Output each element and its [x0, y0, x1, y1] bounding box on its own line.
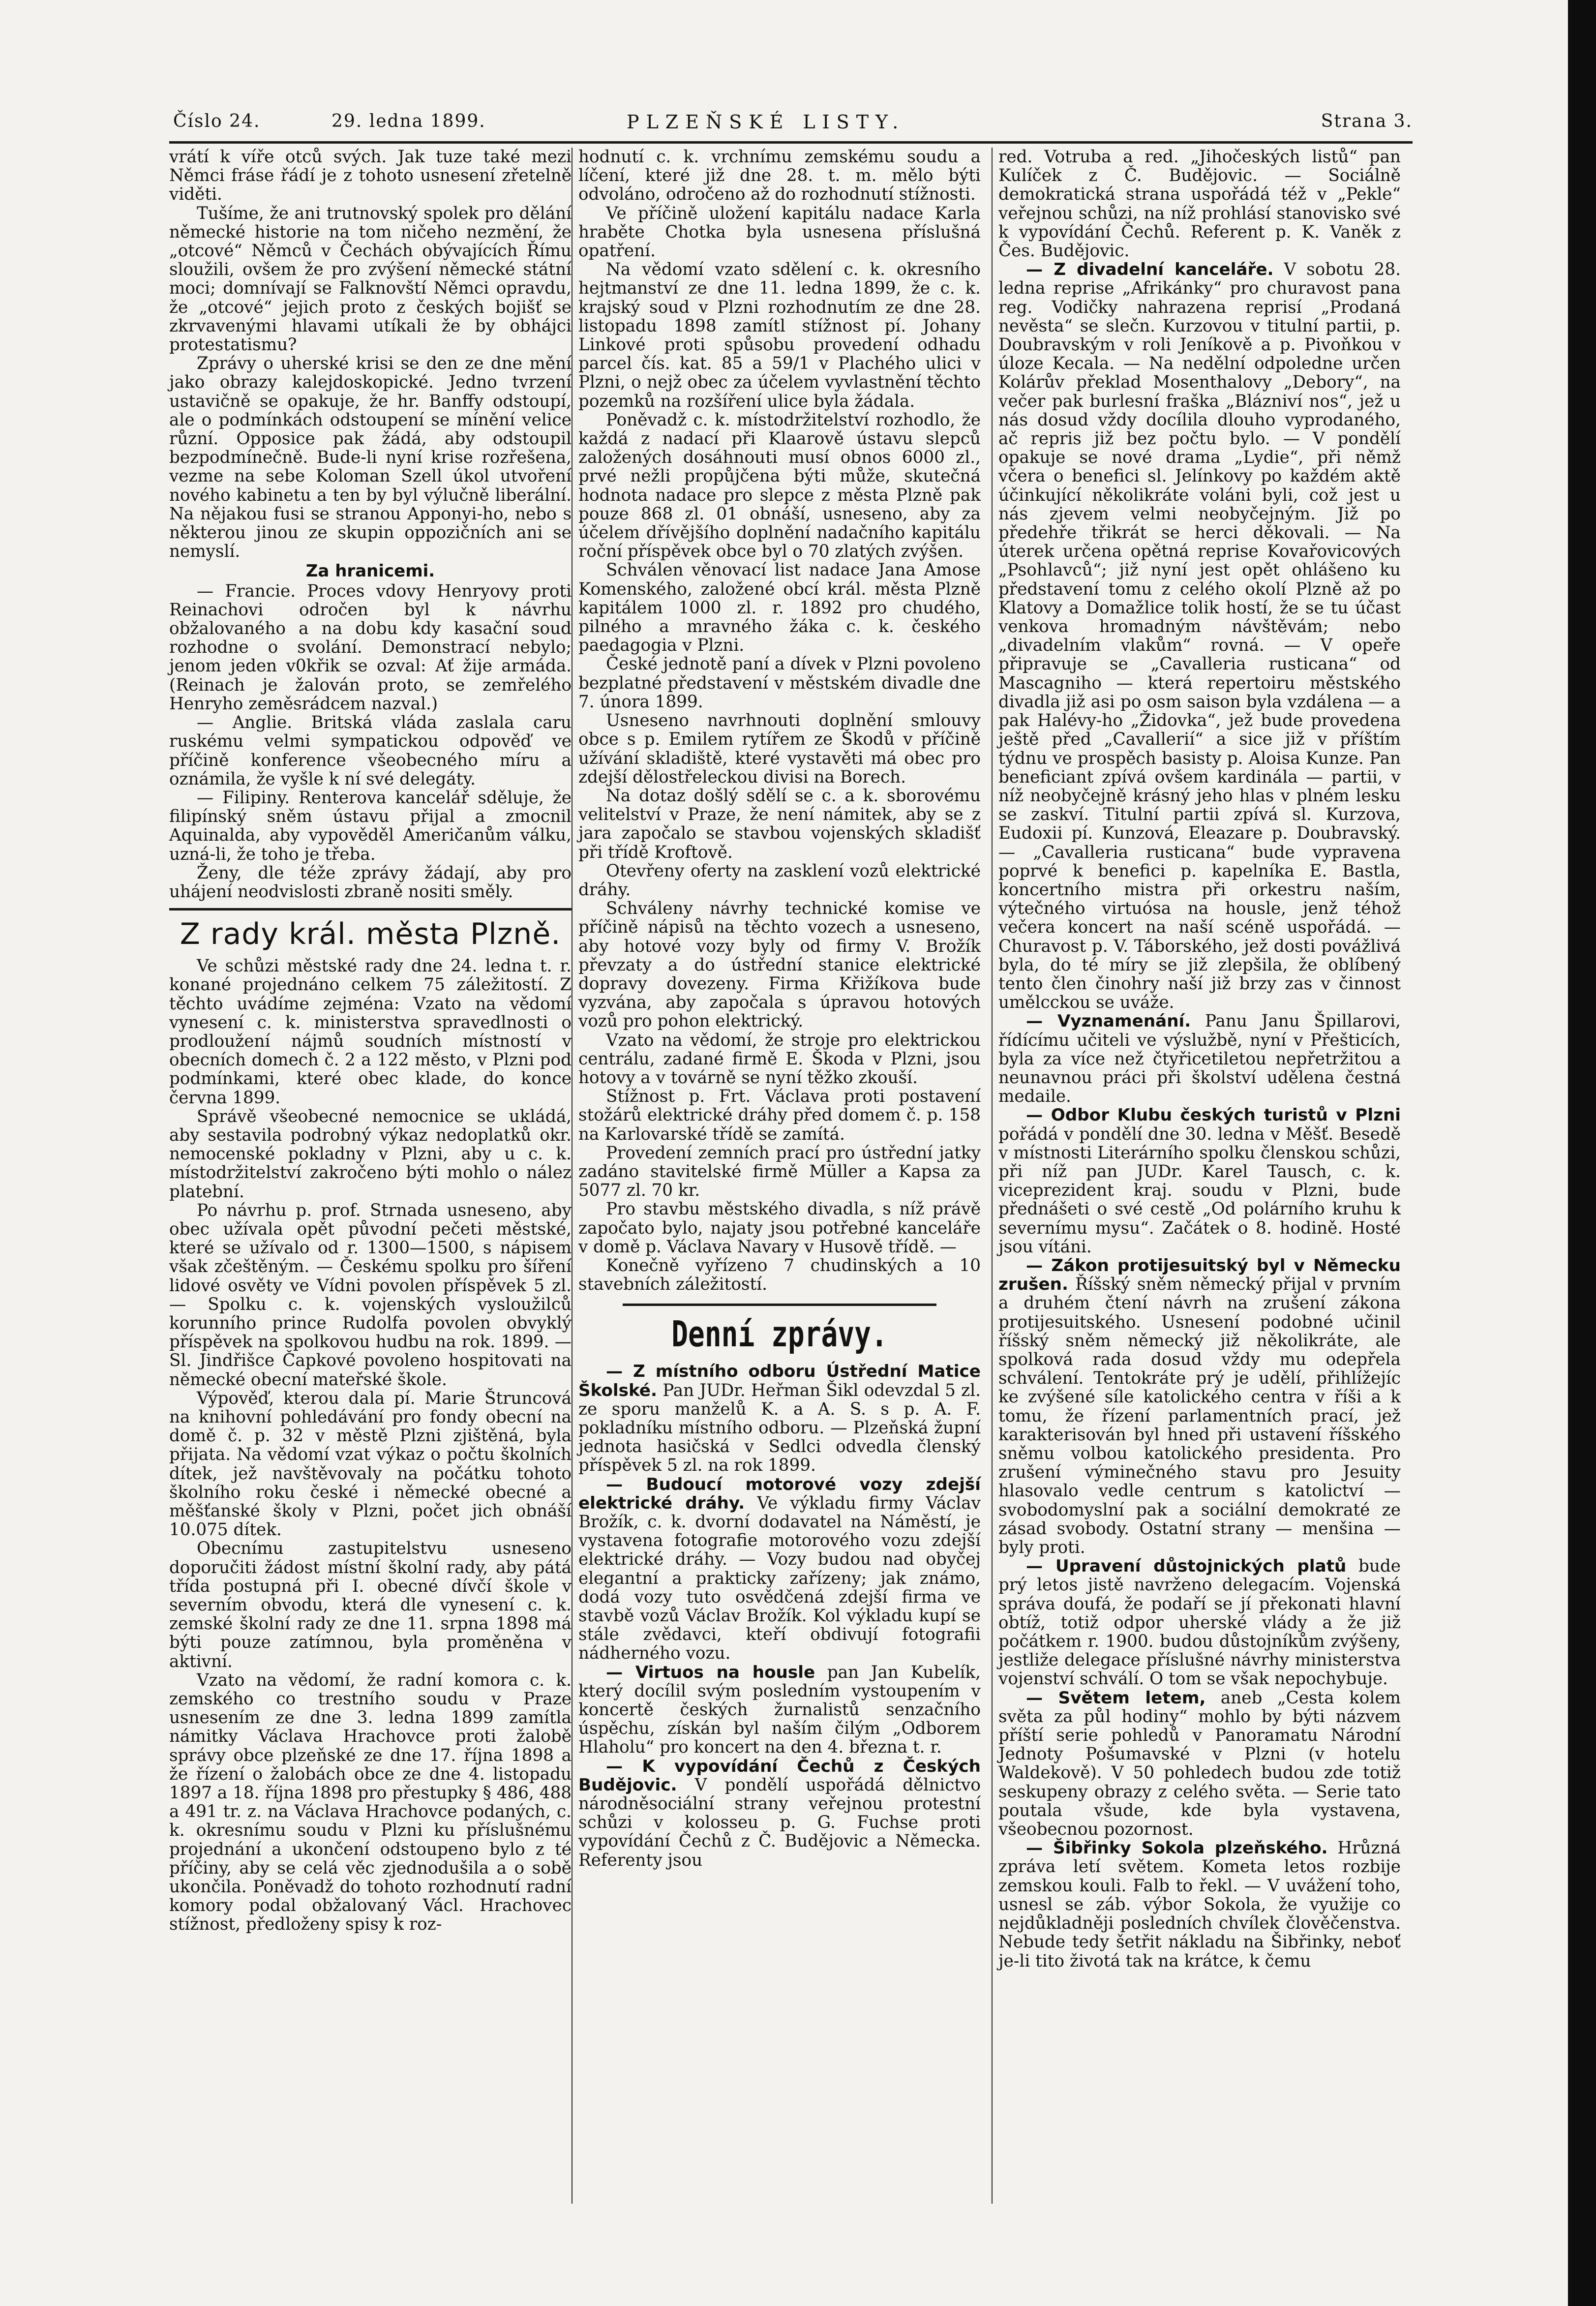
news-item [998, 1839, 1401, 1970]
news-headline: — Virtuos na housle [606, 1662, 815, 1682]
paragraph: Ve schůzi městské rady dne 24. ledna t. r. konané projednáno celkem 75 záležitostí. Z těchto uvádíme zejména: Vzato na vědomí vynesení c. k. ministerstva spravedlnosti o prodloužení nájmů soudních místností v obecních domech č. 2 a 122 město, v Plzni pod podmínkami, které obec klade, do konce června 1899. [169, 956, 572, 1108]
paragraph: Provedení zemních prací pro ústřední jatky zadáno stavitelské firmě Müller a Kapsa za 5077 zl. 70 kr. [578, 1143, 981, 1201]
news-text: Říšský sněm německý přijal v prvním a druhém čtení návrh na zrušení zákona protijesuitského. Usnesení podobné učinil říšský sněm německý již několikráte, ale spolková rada dosud vždy mu odepřela schválení. Tentokráte prý je udělí, přihlížejíc ke zvýšené síle katolického centra v říši a k tomu, že řízení parlamentních prací, jež karakterisován byl hned při ustavení říšského sněmu volbou katolického presidenta. Pro zrušení výminečného stavu pro Jesuity hlasovalo vedle centrum s katolictví — svobodomyslní pak a sociální demokraté ze zásad svobody. Ostatní strany — menšina — byly proti. [998, 1274, 1401, 1558]
news-headline: — Světem letem, [1026, 1688, 1206, 1708]
news-text: pořádá v pondělí dne 30. ledna v Měšť. Besedě v místnosti Literárního spolku členskou schůzi, při níž pan JUDr. Karel Tausch, c. k. viceprezident kraj. soudu v Plzni, bude přednášeti o své cestě „Od polárního kruhu k severnímu mysu“. Začátek o 8. hodině. Hosté jsou vítáni. [998, 1124, 1401, 1257]
news-item [578, 1757, 981, 1870]
news-headline: — Odbor Klubu českých turistů v Plzni [1026, 1105, 1401, 1125]
paragraph: Vzato na vědomí, že radní komora c. k. zemského co trestního soudu v Praze usnesením ze dne 3. ledna 1899 zamítla námitky Václava Hrachovce proti žalobě správy obce plzeňské ze dne 17. října 1898 a že řízení o žalobách obce ze dne 4. listopadu 1897 a 18. října 1898 pro přestupky § 486, 488 a 491 tr. z. na Václava Hrachovce podaných, c. k. okresnímu soudu v Plzni ku příslušnému projednání a ukončení odstoupeno bylo z té příčiny, aby se celá věc zjednodušila a o sobě ukončila. Poněvadž do tohoto rozhodnutí radní komory podal obžalovaný Václ. Hrachovec stížnost, předloženy spisy k roz- [169, 1670, 572, 1935]
page-header [169, 104, 1413, 139]
news-headline: — Zákon protijesuitský byl v Německu zrušen. [998, 1255, 1401, 1295]
paragraph: — Francie. Proces vdovy Henryovy proti Reinachovi odročen byl k návrhu obžalovaného a na dobu kdy kasační soud rozhodne o svolání. Demonstrací nebylo; jenom jeden v0křik se ozval: Ať žije armáda. (Reinach je žalován proto, se zemřelého Henryho zeměsrádcem nazval.) [169, 581, 572, 714]
paragraph: Poněvadž c. k. místodržitelství rozhodlo, že každá z nadací při Klaarově ústavu slepců založených dosáhnouti musí obnos 6000 zl., prvé nežli propůjčena býti může, skutečná hodnota nadace pro slepce z města Plzně pak pouze 868 zl. 01 obnáší, usneseno, aby za účelem dřívějšího doplnění nadačního kapitálu roční příspěvek obce byl o 70 zlatých zvýšen. [578, 410, 981, 562]
paragraph: Schváleny návrhy technické komise ve příčině nápisů na těchto vozech a usneseno, aby hotové vozy byly od firmy V. Brožík převzaty a do ústřední stanice elektrické dopravy dovezeny. Firma Křižíkova bude vyzvána, aby započala s úpravou hotových vozů pro pohon elektrický. [578, 899, 981, 1032]
news-text: bude prý letos jistě navrženo delegacím. Vojenská správa doufá, že podaří se jí překonati hlavní obtíž, totiž odpor uherské vlády a že již počátkem r. 1900. budou důstojníkům zvýšeny, jestliže delegace příslušné návrhy ministerstva vojenství schválí. O tom se však nepochybuje. [998, 1556, 1401, 1689]
news-text: Hrůzná zpráva letí světem. Kometa letos rozbije zemskou kouli. Falb to řekl. — V uvážení toho, usnesl se záb. výbor Sokola, že využije co nejdůkladněji posledních chvílek člověčenstva. Nebude tedy šetřit nákladu na Šibřinky, neboť je-li tito životá tak na krátce, k čemu [998, 1838, 1401, 1971]
paragraph: Ženy, dle téže zprávy žádají, aby pro uhájení neodvislosti zbraně nositi směly. [169, 863, 572, 902]
news-text: pan Jan Kubelík, který docílil svým posledním vystoupením v koncertě českých žurnalistů senzačního úspěchu, získán byl naším čilým „Odborem Hlaholu“ pro koncert na den 4. března t. r. [578, 1662, 981, 1758]
news-item [998, 1012, 1401, 1106]
paragraph: Zprávy o uherské krisi se den ze dne mění jako obrazy kalejdoskopické. Jedno tvrzení ustavičně se opakuje, že hr. Banffy odstoupí, ale o podmínkách odstoupení se mínění velice různí. Opposice pak žádá, aby odstoupil bezpodmínečně. Bude-li nyní krise rozřešena, vezme na sebe Koloman Szell úkol utvoření nového kabinetu a ten by byl výlučně liberální. Na nějakou fusi se stranou Apponyi-ho, nebo s některou jinou ze skupin oppozičních ani se nemyslí. [169, 354, 572, 562]
news-item [998, 1256, 1401, 1557]
news-headline: — Z místního odboru Ústřední Matice Školské. [578, 1362, 981, 1400]
news-text: Panu Janu Špillarovi, řídícímu učiteli ve výslužbě, nyní v Přešticích, byla za více než čtyřicetiletou nepřetržitou a neunavnou práci při školství udělena čestná medaile. [998, 1011, 1401, 1107]
news-headline: — Budoucí motorové vozy zdejší elektrické dráhy. [578, 1474, 981, 1513]
section-heading: Z rady král. města Plzně. [169, 908, 572, 952]
news-text: Ve výkladu firmy Václav Brožík, c. k. dvorní dodavatel na Náměstí, je vystavena fotografie motorového vozu zdejší elektrické dráhy. — Vozy budou nad obyčej elegantní a prakticky zařízeny; jak známo, dodá vozy tuto osvědčená zdejší firma ve stavbě vozů Václav Brožík. Kol výkladu kupí se stále zvědavci, kteří obdivují fotografii nádherného vozu. [578, 1493, 981, 1664]
paragraph: Usneseno navrhnouti doplnění smlouvy obce s p. Emilem rytířem ze Škodů v příčině užívání skladiště, které vystavěti má obec pro zdejší dělostřeleckou divisi na Borech. [578, 711, 981, 787]
issue-number: Číslo 24. [173, 111, 261, 131]
paragraph: České jednotě paní a dívek v Plzni povoleno bezplatné představení v městském divadle dne 7. února 1899. [578, 654, 981, 712]
paragraph: Konečně vyřízeno 7 chudinských a 10 stavebních záležitostí. [578, 1255, 981, 1295]
news-item [578, 1663, 981, 1757]
paragraph: Otevřeny oferty na zasklení vozů elektrické dráhy. [578, 861, 981, 900]
column-2 [578, 148, 981, 1870]
section-subheading: Za hranicemi. [305, 561, 435, 581]
paragraph: Na dotaz došlý sdělí se c. a k. sborovému velitelství v Praze, že není námitek, aby se z jara započalo se stavbou vojenských skladišť při třídě Kroftově. [578, 786, 981, 862]
paragraph: Na vědomí vzato sdělení c. k. okresního hejtmanství ze dne 11. ledna 1899, že c. k. krajský soud v Plzni rozhodnutím ze dne 28. listopadu 1898 zamítl stížnost pí. Johany Linkové proti spůsobu provedení odhadu parcel čís. kat. 85 a 59/1 v Plachého ulici v Plzni, o nejž obec za účelem vyvlastnění těchto pozemků na rozšíření ulice byla žádala. [578, 260, 981, 411]
paragraph: Tušíme, že ani trutnovský spolek pro dělání německé historie na tom ničeho nezmění, že „otcové“ Němců v Čechách obývajících Římu sloužili, ovšem že pro zvýšení německé státní moci; domnívají se Falknovští Němci opravdu, že „otcové“ jejich proto z českých bojišť se zkrvavenými hlavami utíkali že by obhájci protestatismu? [169, 203, 572, 355]
paragraph: Vzato na vědomí, že stroje pro elektrickou centrálu, zadané firmě E. Škoda v Plzni, jsou hotovy a v továrně se nyní těžko zkouší. [578, 1030, 981, 1088]
paragraph: hodnutí c. k. vrchnímu zemskému soudu a líčení, které již dne 28. t. m. mělo býti odvoláno, odročeno až do rozhodnutí stížnosti. [578, 147, 981, 205]
paragraph: — Filipiny. Renterova kancelář sděluje, že filipínský sněm ústavu přijal a zmocnil Aquinalda, aby vypověděl Američanům válku, uzná-li, že toho je třeba. [169, 788, 572, 864]
paragraph: Po návrhu p. prof. Strnada usneseno, aby obec užívala opět původní pečeti městské, které se užívalo od r. 1300—1500, s nápisem však zčeštěným. — Českému spolku pro šíření lidové osvěty ve Vídni povolen příspěvek 5 zl. — Spolku c. k. vojenských vysloužilců korunního prince Rudolfa povolen obvyklý příspěvek na spolkovou hudbu na rok. 1899. — Sl. Jindřišce Čapkové povoleno hospitovati na německé obecní mateřské škole. [169, 1200, 572, 1390]
newspaper-title: PLZEŇSKÉ LISTY. [627, 111, 905, 133]
paragraph: — Anglie. Britská vláda zaslala caru ruskému velmi sympatickou odpověď ve příčině konference všeobecného míru a oznámila, že vyšle k ní své delegáty. [169, 713, 572, 789]
news-item [998, 1689, 1401, 1839]
header-rule [169, 141, 1413, 144]
news-headline: — Šibřinky Sokola plzeňského. [1026, 1838, 1328, 1858]
section-heading: Denní zprávy. [623, 1304, 936, 1355]
news-text: V sobotu 28. ledna reprise „Afrikánky“ pro churavost pana reg. Vodičky nahrazena reprisí „Prodaná nevěsta“ se slečn. Kurzovou v titulní partii, p. Doubravským v roli Jeníkově a p. Pivoňkou v úloze Kecala. — Na nedělní odpoledne určen Kolárův překlad Mosenthalovy „Debory“, na večer pak burlesní fraška „Blázniví nos“, jež u nás dosud vždy docílila dlouho vyprodaného, ač repris již bez počtu bylo. — V pondělí opakuje se nové drama „Lydie“, při němž včera o benefici sl. Jelínkovy po každém aktě účinkující několikráte voláni byli, což jest u nás zjevem velmi neobyčejným. Již po předehře třikrát se herci děkovali. — Na úterek určena opětná reprise Kovařovicových „Psohlavců“; již nyní jest opět ohlášeno ku představení tomu z celého okolí Plzně až po Klatovy a Domažlice tolik hostí, že se tu účast venkova hromadným návštěvám; nebo „divadelním vlakům“ rovná. — V opeře připravuje se „Cavalleria rusticana“ od Mascagniho — která repertoiru městského divadla již asi po osm saison byla vzdálena — a pak Halévy-ho „Židovka“, jež bude provedena ještě před „Cavallerií“ a sice již v příštím týdnu ve prospěch basisty p. Aloisa Kunze. Pan beneficiant zpívá ovšem kardinála — partii, v níž neobyčejně krásný jeho hlas v plném lesku se zaskví. Titulní partii zpívá sl. Kurzova, Eudoxii pí. Kunzová, Eleazare p. Doubravský. — „Cavalleria rusticana“ bude vypravena poprvé k benefici p. kapelníka E. Bastla, koncertního mistra při orkestru naším, výtečného virtuósa na housle, jenž téhož večera koncert na naší scéně uspořádá. — Churavost p. V. Táborského, jež dosti povážlivá byla, do té míry se již zlepšila, že oblíbený tento člen činohry naší již brzy zas v činnost umělcckou se uváže. [998, 260, 1401, 1013]
news-item [998, 260, 1401, 1012]
scan-edge [1568, 0, 1596, 2306]
paragraph: Schválen věnovací list nadace Jana Amose Komenského, založené obcí král. města Plzně kapitálem 1000 zl. r. 1892 pro chudého, pilného a mravného žáka c. k. českého paedagogia v Plzni. [578, 560, 981, 656]
news-headline: — Upravení důstojnických platů [1026, 1556, 1347, 1577]
paragraph: red. Votruba a red. „Jihočeských listů“ pan Kulíček z Č. Budějovic. — Sociálně demokratická strana uspořádá též v „Pekle“ veřejnou schůzi, na níž prohlásí stanovisko své k vypovídání Čechů. Referent p. K. Vaněk z Čes. Budějovic. [998, 147, 1401, 261]
column-divider [992, 148, 993, 2204]
issue-date: 29. ledna 1899. [331, 111, 486, 131]
paragraph: Obecnímu zastupitelstvu usneseno doporučiti žádost místní školní rady, aby pátá třída postupná při I. obecné dívčí škole v severním obvodu, která dle vynesení c. k. zemské školní rady ze dne 11. srpna 1898 má býti pouze zatímnou, byla proměněna v aktivní. [169, 1539, 572, 1671]
news-item [578, 1362, 981, 1475]
paragraph: Ve příčině uložení kapitálu nadace Karla hraběte Chotka byla usnesena příslušná opatření. [578, 203, 981, 261]
news-text: Pan JUDr. Heřman Šikl odevzdal 5 zl. ze sporu manželů K. a A. S. s p. A. F. pokladníku místního odboru. — Plzeňská župní jednota hasičská v Sedlci odvedla členský příspěvek 5 zl. na rok 1899. [578, 1380, 981, 1476]
news-item [998, 1557, 1401, 1688]
paragraph: vrátí k víře otců svých. Jak tuze také mezi Němci fráse řádí je z tohoto usnesení zřetelně viděti. [169, 147, 572, 205]
paragraph: Správě všeobecné nemocnice se ukládá, aby sestavila podrobný výkaz nedoplatků okr. nemocenské pokladny v Plzni, aby u c. k. místodržitelství zakročeno býti mohlo o nález platební. [169, 1106, 572, 1202]
paragraph: Stížnost p. Frt. Václava proti postavení stožárů elektrické dráhy před domem č. p. 158 na Karlovarské třídě se zamítá. [578, 1087, 981, 1144]
paragraph: Pro stavbu městského divadla, s níž právě započato bylo, najaty jsou potřebné kanceláře v domě p. Václava Navary v Husově třídě. — [578, 1199, 981, 1257]
news-headline: — K vypovídání Čechů z Českých Budějovic. [578, 1756, 981, 1795]
column-3 [998, 148, 1401, 1971]
news-text: V pondělí uspořádá dělnictvo národněsociální strany veřejnou protestní schůzi v kolosseu p. G. Fuchse proti vypovídání Čechů z Č. Budějovic a Německa. Referenty jsou [578, 1775, 981, 1870]
news-headline: — Vyznamenání. [1026, 1011, 1191, 1032]
news-item [578, 1475, 981, 1663]
page-number: Strana 3. [1321, 111, 1413, 131]
column-1 [169, 148, 572, 1934]
paragraph: Výpověď, kterou dala pí. Marie Štruncová na knihovní pohledávání pro fondy obecní na domě č. p. 32 v městě Plzni zjištěná, byla přijata. Na vědomí vzat výkaz o počtu školních dítek, jež navštěvovaly na počátku tohoto školního roku české i německé obecné a měšťanské školy v Plzni, počet jich obnáší 10.075 dítek. [169, 1388, 572, 1540]
news-item [998, 1106, 1401, 1256]
news-text: aneb „Cesta kolem světa za půl hodiny“ mohlo by býti názvem příští serie pohledů v Panoramatu Národní Jednoty Pošumavské v Plzni (v hotelu Waldekově). V 50 pohledech budou zde totiž seskupeny obrazy z celého světa. — Serie tato poutala všude, kde byla vystavena, všeobecnou pozornost. [998, 1688, 1401, 1840]
news-headline: — Z divadelní kanceláře. [1026, 260, 1274, 280]
